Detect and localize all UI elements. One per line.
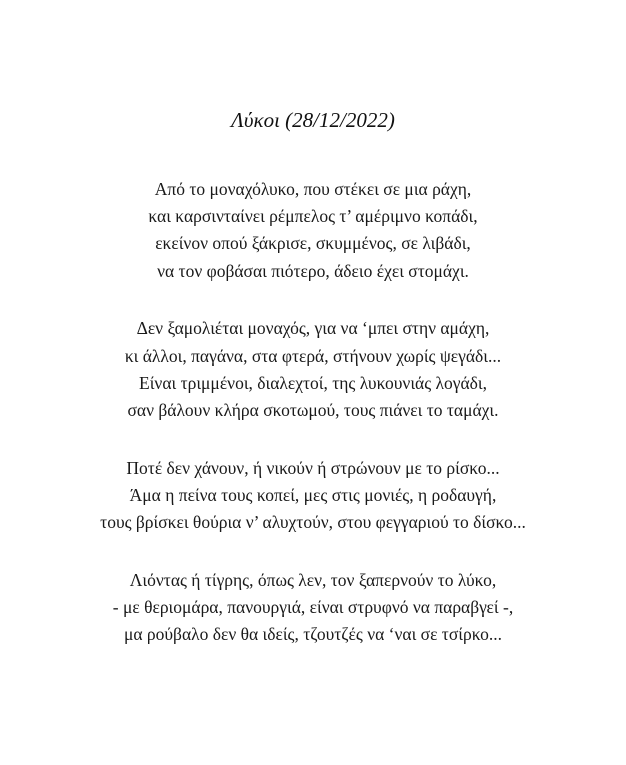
poem-line: εκείνον οπού ξάκρισε, σκυμμένος, σε λιβάδι, <box>155 233 471 254</box>
poem-line: να τον φοβάσαι πιότερο, άδειο έχει στομάχι. <box>157 260 469 281</box>
poem-line: τους βρίσκει θούρια ν’ αλυχτούν, στου φεγγαριού το δίσκο... <box>100 512 526 533</box>
poem-line: Άμα η πείνα τους κοπεί, μες στις μονιές, η ροδαυγή, <box>129 484 497 505</box>
poem-line: μα ρούβαλο δεν θα ιδείς, τζουτζές να ‘ναι σε τσίρκο... <box>123 624 503 645</box>
poem-line: Από το μοναχόλυκο, που στέκει σε μια ράχη, <box>154 179 472 199</box>
poem-line: Λιόντας ή τίγρης, όπως λεν, τον ξαπερνούν το λύκο, <box>129 569 497 590</box>
poem-line: Ποτέ δεν χάνουν, ή νικούν ή στρώνουν με το ρίσκο... <box>126 457 500 478</box>
poem-line: και καρσινταίνει ρέμπελος τ’ αμέριμνο κοπάδι, <box>148 206 478 227</box>
poem-body <box>0 176 626 679</box>
poem-title: Λύκοι (28/12/2022) <box>231 108 395 132</box>
poem-line: Είναι τριμμένοι, διαλεχτοί, της λυκουνιάς λογάδι, <box>139 372 487 393</box>
stanza-4 <box>0 567 626 649</box>
poem-line: - με θεριομάρα, πανουργιά, είναι στρυφνό να παραβγεί -, <box>112 596 514 617</box>
poem-line: Δεν ξαμολιέται μοναχός, για να ‘μπει στην αμάχη, <box>136 318 490 339</box>
stanza-3 <box>0 455 626 537</box>
poem-line: κι άλλοι, παγάνα, στα φτερά, στήνουν χωρίς ψεγάδι... <box>124 345 502 366</box>
stanza-1 <box>0 176 626 285</box>
stanza-2 <box>0 315 626 424</box>
poem-line: σαν βάλουν κλήρα σκοτωμού, τους πιάνει το ταμάχι. <box>127 399 499 420</box>
